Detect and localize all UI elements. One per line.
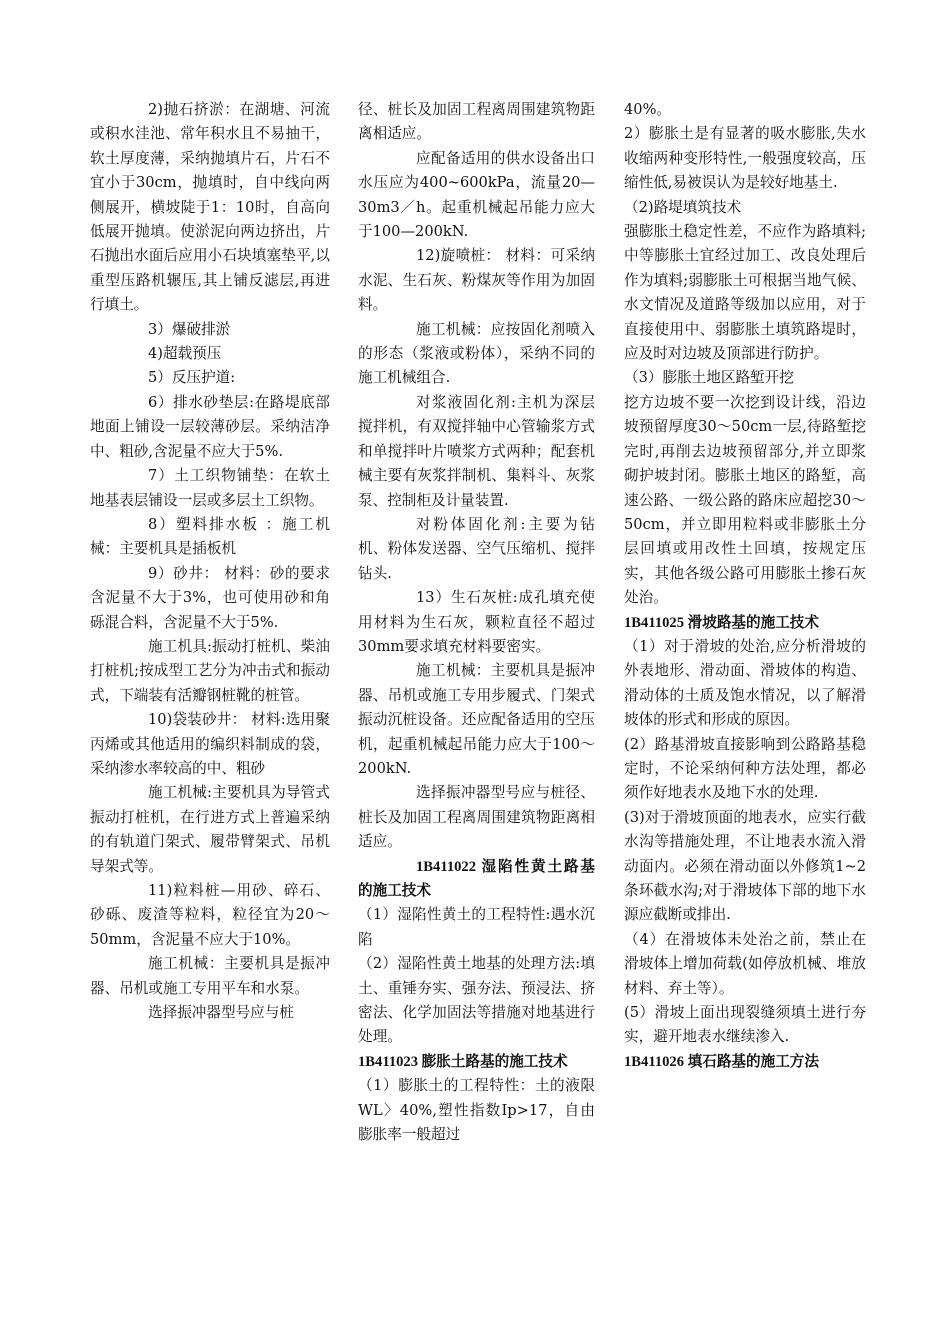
paragraph: （1）对于滑坡的处治,应分析滑坡的外表地形、滑动面、滑坡体的构造、滑动体的土质及饱水情况，以了解滑坡体的形式和形成的原因。 <box>624 637 866 729</box>
section-heading: 1B411025 滑坡路基的施工技术 <box>624 614 819 631</box>
paragraph: 11)粒料桩—用砂、碎石、砂砾、废渣等粒料，粒径宜为20～50mm，含泥量不应大于10%。 <box>90 882 330 948</box>
paragraph: (3)对于滑坡顶面的地表水，应实行截水沟等措施处理，不让地表水流入滑动面内。必须在滑动面以外修筑1~2条环截水沟;对于滑坡体下部的地下水源应截断或排出. <box>624 808 866 924</box>
paragraph: 8）塑料排水板 ：施工机械：主要机具是插板机 <box>90 515 330 558</box>
column-right <box>624 98 866 1074</box>
paragraph: 选择振冲器型号应与桩径、桩长及加固工程离周围建筑物距离相适应。 <box>358 784 595 851</box>
paragraph: 3）爆破排淤 <box>148 320 231 338</box>
paragraph: 施工机械：主要机具是振冲器、吊机或施工专用步履式、门架式振动沉桩设备。还应配备适用的空压机，起重机械起吊能力应大于100～200kN. <box>358 662 595 777</box>
paragraph: 40%。 <box>624 101 672 118</box>
paragraph: 5）反压护道: <box>148 369 236 387</box>
paragraph: 13）生石灰桩:成孔填充使用材料为生石灰，颗粒直径不超过30mm要求填充材料要密实。 <box>358 589 595 655</box>
paragraph: 施工机械:主要机具为导管式振动打桩机，在行进方式上普遍采纳的有轨道门架式、履带臂架式、吊机导架式等。 <box>90 784 330 875</box>
paragraph: （4）在滑坡体未处治之前，禁止在滑坡体上增加荷载(如停放机械、堆放材料、弃土等）。 <box>624 930 866 997</box>
paragraph: 施工机械：主要机具是振冲器、吊机或施工专用平车和水泵。 <box>90 955 330 997</box>
section-heading: 1B411022 湿陷性黄土路基的施工技术 <box>358 858 595 899</box>
paragraph: 径、桩长及加固工程离周围建筑物距离相适应。 <box>358 101 595 143</box>
paragraph: 施工机具:振动打桩机、柴油打桩机;按成型工艺分为冲击式和振动式，下端装有活瓣钢桩靴的桩管。 <box>90 637 330 704</box>
subheading: （3）膨胀土地区路堑开挖 <box>624 369 794 387</box>
paragraph: 10)袋装砂井： 材料:选用聚丙烯或其他适用的编织料制成的袋，采纳渗水率较高的中、粗砂 <box>90 711 330 777</box>
paragraph: 2)抛石挤淤：在湖塘、河流或积水洼池、常年积水且不易抽干，软土厚度薄，采纳抛填片石，片石不宜小于30cm，抛填时，自中线向两侧展开，横坡陡于1：10时，自高向低展开抛填。使淤泥向两边挤出，片石抛出水面后应用小石块填塞垫平,以重型压路机辗压,其上铺反滤层,再进行填土。 <box>90 101 330 314</box>
paragraph: 4)超载预压 <box>148 345 222 363</box>
paragraph: 挖方边坡不要一次挖到设计线，沿边坡预留厚度30～50cm一层,待路堑挖完时,再削去边坡预留部分,并立即浆砌护坡封闭。膨胀土地区的路堑，高速公路、一级公路的路床应超挖30～50cm，并立即用粒料或非膨胀土分层回填或用改性土回填，按规定压实，其他各级公路可用膨胀土掺石灰处治。 <box>624 393 866 607</box>
paragraph: 12)旋喷桩： 材料：可采纳水泥、生石灰、粉煤灰等作用为加固料。 <box>358 247 595 314</box>
section-heading: 1B411023 膨胀土路基的施工技术 <box>358 1053 568 1070</box>
paragraph: 选择振冲器型号应与桩 <box>148 1004 294 1022</box>
paragraph: 6）排水砂垫层:在路堤底部地面上铺设一层较薄砂层。采纳洁净中、粗砂,含泥量不应大于5%. <box>90 393 330 460</box>
paragraph: 9）砂井： 材料：砂的要求含泥量不大于3%，也可使用砂和角砾混合料，含泥量不大于5%. <box>90 564 330 631</box>
paragraph: 2）膨胀土是有显著的吸水膨胀,失水收缩两种变形特性,一般强度较高，压缩性低,易被误认为是较好地基土. <box>624 125 866 192</box>
paragraph: （1）膨胀土的工程特性：土的液限WL〉40%,塑性指数Ip>17，自由膨胀率一般超过 <box>358 1077 595 1144</box>
paragraph: (5）滑坡上面出现裂缝须填土进行夯实，避开地表水继续渗入. <box>624 1004 866 1046</box>
paragraph: 对浆液固化剂:主机为深层搅拌机，有双搅拌轴中心管输浆方式和单搅拌叶片喷浆方式两种；配套机械主要有灰浆拌制机、集料斗、灰浆泵、控制柜及计量装置. <box>358 393 595 509</box>
paragraph: 7）土工织物铺垫：在软土地基表层铺设一层或多层土工织物。 <box>90 467 330 509</box>
paragraph: 施工机械：应按固化剂喷入的形态（浆液或粉体），采纳不同的施工机械组合. <box>358 320 595 387</box>
column-middle <box>358 98 595 1147</box>
section-heading: 1B411026 填石路基的施工方法 <box>624 1053 819 1070</box>
paragraph: 强膨胀土稳定性差，不应作为路填料;中等膨胀土宜经过加工、改良处理后作为填料;弱膨胀土可根据当地气候、水文情况及道路等级加以应用，对于直接使用中、弱膨胀土填筑路堤时，应及时对边坡及顶部进行防护。 <box>624 223 866 363</box>
paragraph: 应配备适用的供水设备出口水压应为400~600kPa，流量20—30m3／h。起重机械起吊能力应大于100—200kN. <box>358 149 595 241</box>
paragraph: （1）湿陷性黄土的工程特性:遇水沉陷 <box>358 906 595 948</box>
column-left <box>90 98 330 1025</box>
paragraph: （2）湿陷性黄土地基的处理方法:填土、重锤夯实、强夯法、预浸法、挤密法、化学加固法等措施对地基进行处理。 <box>358 955 595 1046</box>
subheading: （2)路堤填筑技术 <box>624 198 742 216</box>
paragraph: (2）路基滑坡直接影响到公路路基稳定时，不论采纳何种方法处理，都必须作好地表水及地下水的处理. <box>624 735 866 802</box>
paragraph: 对粉体固化剂:主要为钻机、粉体发送器、空气压缩机、搅拌钻头. <box>358 515 595 582</box>
